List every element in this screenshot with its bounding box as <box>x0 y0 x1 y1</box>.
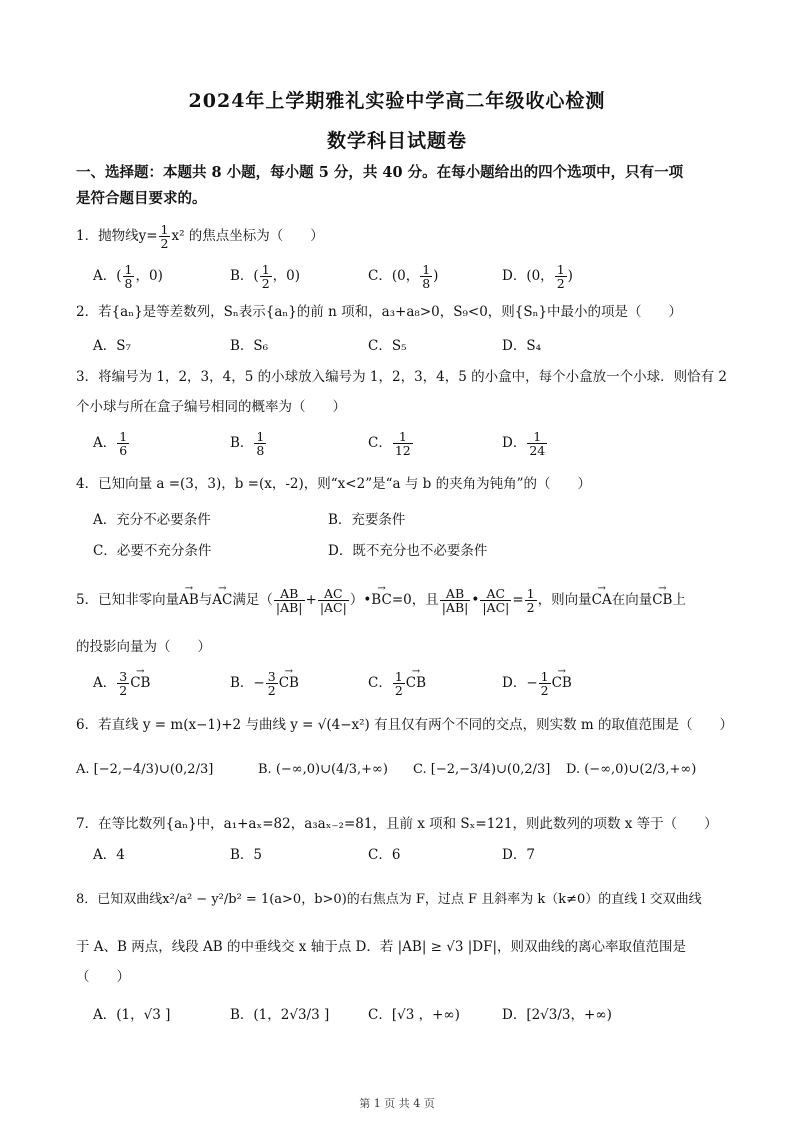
question-7: 7．在等比数列{aₙ}中，a₁+aₓ=82，a₃aₓ₋₂=81，且前 x 项和 Sₓ=121，则此数列的项数 x 等于（ ） <box>76 816 718 832</box>
question-2: 2．若{aₙ}是等差数列，Sₙ表示{aₙ}的前 n 项和，a₃+a₈>0，S₉<0，则{Sₙ}中最小的项是（ ） <box>76 304 683 320</box>
q2-option-b: B．S₆ <box>230 338 269 354</box>
q4-option-b: B．充要条件 <box>328 512 406 528</box>
q8-option-b: B．(1，2√3/3 ] <box>230 1007 330 1023</box>
q8-option-d: D．[2√3/3，+∞) <box>502 1007 612 1023</box>
section-heading-line1: 一、选择题：本题共 8 小题，每小题 5 分，共 40 分。在每小题给出的四个选项中，只有一项 <box>76 164 684 181</box>
question-1 <box>76 223 726 250</box>
q6-option-c: C. [−2,−3/4)∪(0,2/3] <box>413 762 551 777</box>
question-8-line2: 于 A、B 两点，线段 AB 的中垂线交 x 轴于点 D．若 |AB| ≥ √3 |DF|，则双曲线的离心率取值范围是 <box>76 939 687 955</box>
q8-option-c: C．[√3 ，+∞) <box>368 1007 460 1023</box>
question-6: 6．若直线 y = m(x−1)+2 与曲线 y = √(4−x²) 有且仅有两个不同的交点，则实数 m 的取值范围是（ ） <box>76 717 733 733</box>
question-5-line1: 5．已知非零向量→ AB与→ AC满足（ $\frac{AB}{|AB|}$ + $\frac{AC}{|AC|}$ ）•→ BC=0，且 $\frac{AB}{|AB|}$ • $\frac{AC}{|AC|}$ = $\frac{1}{2}$ ，则向量→ CA在向量→ CB上 <box>76 587 726 614</box>
q1-option-d: D．(0， $\frac{1}{2}$ ) <box>502 262 573 291</box>
q1-option-b: B．( $\frac{1}{2}$ ，0) <box>230 262 301 291</box>
question-5-line2: 的投影向量为（ ） <box>76 639 211 655</box>
q3-option-b: B． $\frac{1}{8}$ <box>230 429 265 458</box>
q3-option-c: C． $\frac{1}{12}$ <box>368 429 411 458</box>
q7-option-c: C．6 <box>368 847 401 863</box>
question-3-line2: 个小球与所在盒子编号相同的概率为（ ） <box>76 399 346 415</box>
q3-option-d: D． $\frac{1}{24}$ <box>502 429 546 458</box>
q3-option-a: A． $\frac{1}{6}$ <box>93 429 128 458</box>
q1-prefix: 1．抛物线y= <box>76 228 158 244</box>
question-8-line3: （ ） <box>76 969 130 985</box>
q4-option-a: A．充分不必要条件 <box>93 512 211 528</box>
q6-option-b: B. (−∞,0)∪(4/3,+∞) <box>258 762 388 777</box>
question-8-line1: 8．已知双曲线x²/a² − y²/b² = 1(a>0，b>0)的右焦点为 F，过点 F 且斜率为 k（k≠0）的直线 l 交双曲线 <box>76 892 702 907</box>
q5-option-b: B．− $\frac{3}{2}$ → CB <box>230 670 299 697</box>
q6-option-d: D. (−∞,0)∪(2/3,+∞) <box>566 762 697 777</box>
q5-option-a: A． $\frac{3}{2}$ → CB <box>93 670 150 697</box>
q8-option-a: A．(1，√3 ] <box>93 1007 171 1023</box>
q4-option-d: D．既不充分也不必要条件 <box>328 543 488 559</box>
q2-option-d: D．S₄ <box>502 338 541 354</box>
section-heading <box>76 160 726 212</box>
page-title: 2024年上学期雅礼实验中学高二年级收心检测 <box>188 90 606 112</box>
q6-option-a: A. [−2,−4/3)∪(0,2/3] <box>76 762 214 777</box>
question-3-line1: 3．将编号为 1，2，3，4，5 的小球放入编号为 1，2，3，4，5 的小盒中，每个小盒放一个小球．则恰有 2 <box>76 369 728 385</box>
q1-option-a: A．( $\frac{1}{8}$ ，0) <box>93 262 163 291</box>
q1-fraction: $\frac{1}{2}$ <box>160 222 169 251</box>
page-subtitle: 数学科目试题卷 <box>326 130 467 152</box>
q7-option-d: D．7 <box>502 847 535 863</box>
q1-suffix: x² 的焦点坐标为（ ） <box>171 228 324 244</box>
q2-option-a: A．S₇ <box>93 338 131 354</box>
question-4: 4．已知向量 a =(3，3)，b =(x，-2)，则“x<2”是“a 与 b 的夹角为钝角”的（ ） <box>76 476 591 492</box>
q7-option-a: A．4 <box>93 847 125 863</box>
q4-option-c: C．必要不充分条件 <box>93 543 212 559</box>
q7-option-b: B．5 <box>230 847 263 863</box>
page-footer: 第 1 页 共 4 页 <box>359 1097 435 1110</box>
q5-option-d: D．− $\frac{1}{2}$ → CB <box>502 670 572 697</box>
section-heading-line2: 是符合题目要求的。 <box>76 190 207 207</box>
q1-option-c: C．(0， $\frac{1}{8}$ ) <box>368 262 439 291</box>
q2-option-c: C．S₅ <box>368 338 407 354</box>
q5-option-c: C． $\frac{1}{2}$ → CB <box>368 670 426 697</box>
